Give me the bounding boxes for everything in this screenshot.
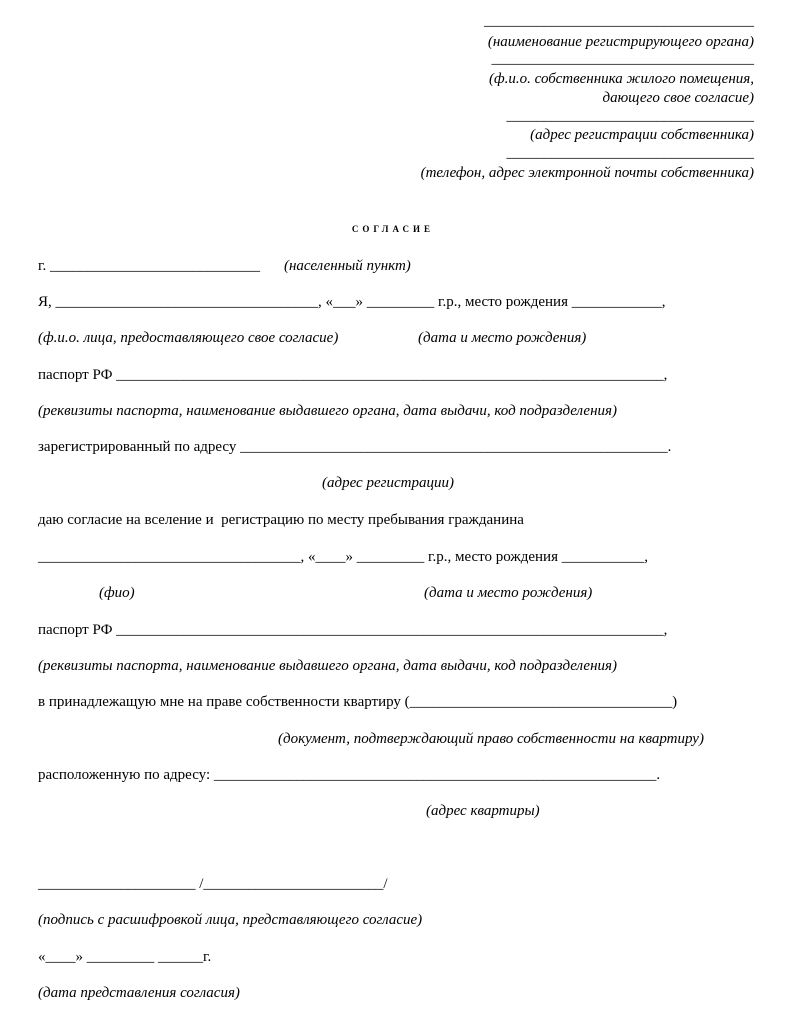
grantor-name-hint: (ф.и.о. лица, предоставляющего свое согласие) [38, 330, 339, 346]
owner-address-hint: (адрес регистрации собственника) [530, 127, 754, 143]
authority-hint: (наименование регистрирующего органа) [487, 34, 754, 50]
passport-hint-2: (реквизиты паспорта, наименование выдавшего органа, дата выдачи, код подразделения) [38, 658, 618, 674]
passport-hint-1: (реквизиты паспорта, наименование выдавшего органа, дата выдачи, код подразделения) [38, 403, 618, 419]
owner-address-line[interactable]: _________________________________ [506, 108, 754, 124]
citizen-name-hint: (фио) [99, 585, 135, 601]
ownership-hint: (документ, подтверждающий право собственности на квартиру) [278, 731, 704, 747]
registered-address-hint: (адрес регистрации) [322, 475, 454, 491]
registered-address-field[interactable]: зарегистрированный по адресу _________________________________________________________. [38, 439, 672, 455]
owner-contacts-line[interactable]: _________________________________ [506, 145, 754, 161]
passport-field-1[interactable]: паспорт РФ _________________________________________________________________________, [38, 367, 668, 383]
citizen-date-hint: (дата и место рождения) [424, 585, 593, 601]
passport-field-2[interactable]: паспорт РФ _________________________________________________________________________, [38, 622, 668, 638]
owner-name-hint-2: дающего свое согласие) [602, 90, 754, 106]
consent-text: даю согласие на вселение и регистрацию по месту пребывания гражданина [38, 512, 524, 528]
city-hint: (населенный пункт) [284, 258, 411, 274]
owner-name-hint-1: (ф.и.о. собственника жилого помещения, [489, 71, 754, 87]
date-field[interactable]: «____» _________ ______г. [38, 949, 212, 965]
ownership-field[interactable]: в принадлежащую мне на праве собственности квартиру (___________________________________) [38, 694, 678, 710]
date-hint: (дата представления согласия) [38, 985, 240, 1001]
citizen-field[interactable]: ___________________________________, «____» _________ г.р., место рождения ___________, [38, 549, 648, 565]
authority-line[interactable]: ____________________________________ [484, 13, 754, 29]
signature-field[interactable]: _____________________ /________________________/ [38, 876, 388, 892]
apartment-address-field[interactable]: расположенную по адресу: ___________________________________________________________. [38, 767, 661, 783]
city-field[interactable]: г. ____________________________ [38, 258, 260, 274]
owner-contacts-hint: (телефон, адрес электронной почты собственника) [420, 165, 754, 181]
grantor-date-hint: (дата и место рождения) [418, 330, 587, 346]
document-title: СОГЛАСИЕ [351, 224, 435, 234]
signature-hint: (подпись с расшифровкой лица, представляющего согласие) [38, 912, 423, 928]
grantor-field[interactable]: Я, ___________________________________, «___» _________ г.р., место рождения ____________, [38, 294, 666, 310]
owner-name-line[interactable]: ___________________________________ [491, 51, 754, 67]
apartment-address-hint: (адрес квартиры) [426, 803, 540, 819]
